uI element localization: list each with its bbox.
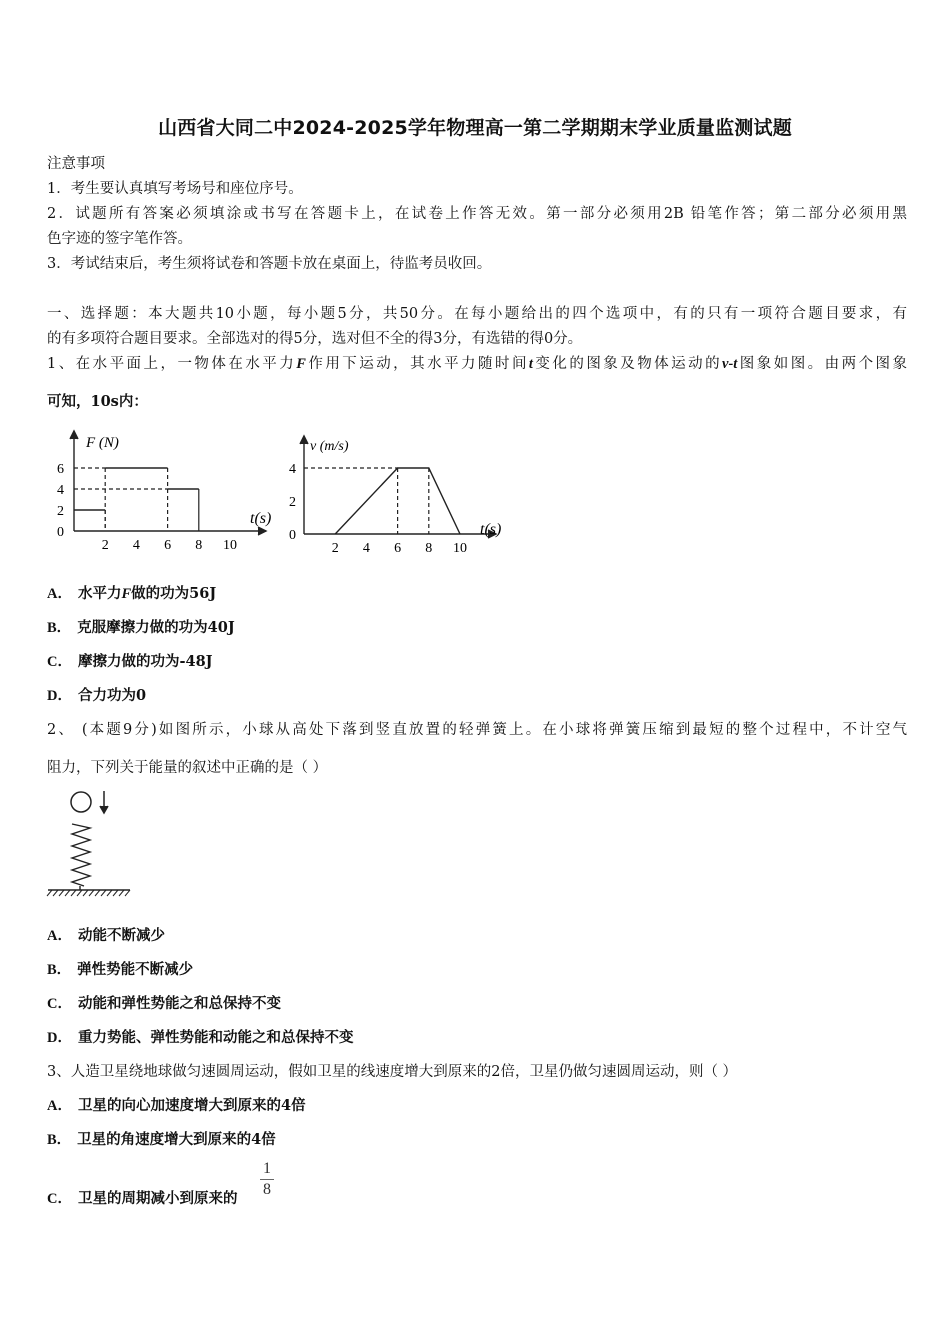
q2-option-d[interactable]: D． 重力势能、弹性势能和动能之和总保持不变 [47, 1029, 354, 1046]
v-origin-label: 0 [289, 528, 296, 543]
q2-stem-line-2: 阻力，下列关于能量的叙述中正确的是（ ） [47, 760, 328, 776]
v-ytick-4: 4 [289, 462, 296, 477]
fraction-denominator: 8 [263, 1181, 271, 1198]
f-xaxis-label: t(s) [250, 510, 272, 527]
notes-item-2-cont: 色字迹的签字笔作答。 [47, 231, 192, 247]
ball-spring-diagram [44, 786, 144, 901]
f-ytick-6: 6 [57, 462, 64, 477]
f-axis-label: F (N) [86, 435, 119, 451]
v-xtick-4: 4 [362, 541, 370, 556]
f-xtick-2: 2 [101, 538, 109, 553]
q1-option-c[interactable]: C． 摩擦力做的功为-48J [47, 653, 213, 670]
v-xaxis-label: t(s) [480, 521, 502, 538]
v-xtick-8: 8 [425, 541, 433, 556]
f-xtick-10: 10 [223, 538, 237, 553]
q3-option-a[interactable]: A． 卫星的向心加速度增大到原来的4倍 [47, 1097, 306, 1114]
v-xtick-10: 10 [453, 541, 467, 556]
q1-option-b[interactable]: B． 克服摩擦力做的功为40J [47, 619, 235, 636]
v-axis-label: v (m/s) [310, 439, 349, 454]
f-ytick-2: 2 [57, 504, 64, 519]
q2-option-c[interactable]: C． 动能和弹性势能之和总保持不变 [47, 995, 281, 1012]
notes-item-3: 3．考试结束后，考生须将试卷和答题卡放在桌面上，待监考员收回。 [47, 256, 492, 272]
page-title: 山西省大同二中2024-2025学年物理高一第二学期期末学业质量监测试题 [158, 117, 792, 139]
q1-option-a[interactable]: A． 水平力F做的功为56J [47, 585, 217, 602]
ball [71, 792, 91, 812]
q3-option-b[interactable]: B． 卫星的角速度增大到原来的4倍 [47, 1131, 276, 1148]
f-xtick-6: 6 [164, 538, 172, 553]
f-xtick-8: 8 [195, 538, 203, 553]
fraction-numerator: 1 [263, 1160, 271, 1177]
notes-item-1: 1．考生要认真填写考场号和座位序号。 [47, 181, 303, 197]
q2-option-b[interactable]: B． 弹性势能不断减少 [47, 961, 194, 978]
velocity-time-chart [282, 430, 522, 565]
q1-stem-line-1: 1、在水平面上，一物体在水平力F作用下运动，其水平力随时间t变化的图象及物体运动的v-t图象如图。由两个图象 [47, 356, 908, 372]
fraction-one-eighth [258, 1160, 276, 1199]
q2-option-a[interactable]: A． 动能不断减少 [47, 927, 165, 944]
f-ytick-4: 4 [57, 483, 64, 498]
q3-option-c[interactable]: C． 卫星的周期减小到原来的 [47, 1190, 238, 1207]
q1-stem-line-2: 可知，10s内： [47, 393, 148, 410]
force-time-chart [44, 425, 284, 560]
section-line-1: 一、选择题：本大题共10小题，每小题5分，共50分。在每小题给出的四个选项中，有的只有一项符合题目要求，有 [47, 306, 907, 322]
down-arrow-icon [100, 791, 108, 813]
q2-stem-line-1: 2、 (本题9分)如图所示，小球从高处下落到竖直放置的轻弹簧上。在小球将弹簧压缩到最短的整个过程中，不计空气 [47, 722, 907, 738]
v-xtick-6: 6 [394, 541, 402, 556]
q3-stem: 3、人造卫星绕地球做匀速圆周运动，假如卫星的线速度增大到原来的2倍，卫星仍做匀速圆周运动，则（ ） [47, 1064, 738, 1080]
v-ytick-2: 2 [289, 495, 296, 510]
v-xtick-2: 2 [331, 541, 339, 556]
f-ytick-0: 0 [57, 525, 64, 540]
notes-item-2: 2．试题所有答案必须填涂或书写在答题卡上，在试卷上作答无效。第一部分必须用2B 铅笔作答；第二部分必须用黑 [47, 206, 907, 222]
spring [72, 824, 90, 886]
q1-option-d[interactable]: D． 合力功为0 [47, 687, 147, 704]
section-line-2: 的有多项符合题目要求。全部选对的得5分，选对但不全的得3分，有选错的得0分。 [47, 331, 583, 347]
f-xtick-4: 4 [132, 538, 140, 553]
notes-heading: 注意事项 [47, 156, 105, 172]
